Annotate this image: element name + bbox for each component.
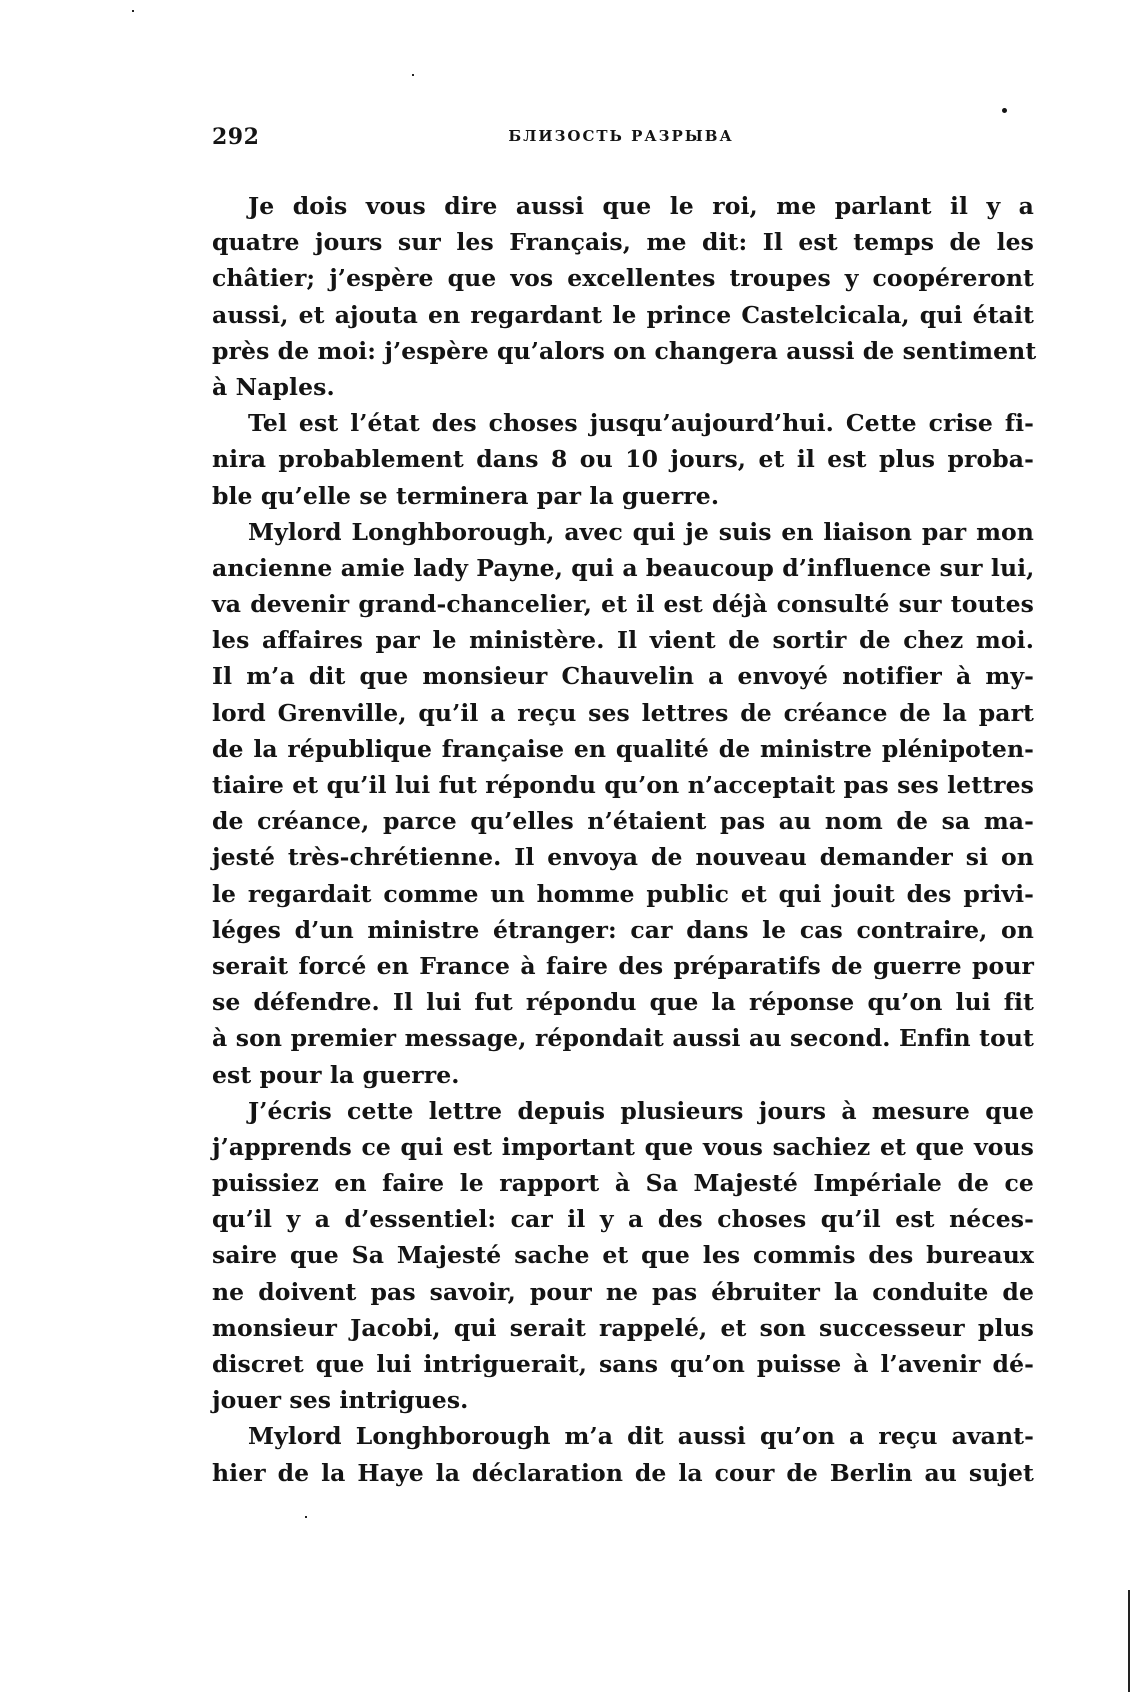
text-line: puissiez en faire le rapport à Sa Majesté Impériale de ce [212, 1169, 1034, 1198]
text-line: Mylord Longhborough, avec qui je suis en liaison par mon [248, 517, 1034, 546]
text-line: J’écris cette lettre depuis plusieurs jours à mesure que [248, 1096, 1034, 1125]
text-line: j’apprends ce qui est important que vous sachiez et que vous [212, 1132, 1034, 1161]
scan-speck [132, 10, 134, 12]
running-title: БЛИЗОСТЬ РАЗРЫВА [508, 127, 734, 145]
text-line: aussi, et ajouta en regardant le prince Castelcicala, qui était [212, 300, 1034, 329]
text-line: monsieur Jacobi, qui serait rappelé, et son successeur plus [212, 1313, 1034, 1342]
text-line: discret que lui intriguerait, sans qu’on puisse à l’avenir dé- [212, 1350, 1034, 1378]
scan-speck [305, 1516, 307, 1518]
text-line: ble qu’elle se terminera par la guerre. [212, 481, 720, 510]
text-line: quatre jours sur les Français, me dit: Il est temps de les [212, 228, 1034, 257]
scan-speck [412, 74, 414, 76]
letter-text [212, 188, 1037, 1491]
text-line: de la république française en qualité de ministre plénipoten- [212, 734, 1034, 763]
text-line: est pour la guerre. [212, 1060, 460, 1089]
text-line: Tel est l’état des choses jusqu’aujourd’hui. Cette crise fi- [248, 409, 1034, 438]
text-line: près de moi: j’espère qu’alors on changera aussi de sentiment [212, 336, 1037, 365]
text-line: va devenir grand-chancelier, et il est déjà consulté sur toutes [212, 590, 1034, 619]
text-line: jesté très-chrétienne. Il envoya de nouveau demander si on [212, 843, 1034, 872]
text-line: ancienne amie lady Payne, qui a beaucoup d’influence sur lui, [212, 553, 1035, 582]
text-line: se défendre. Il lui fut répondu que la réponse qu’on lui fit [212, 988, 1034, 1017]
ink-speck [1002, 108, 1007, 113]
text-line: léges d’un ministre étranger: car dans le cas contraire, on [212, 915, 1034, 944]
scan-edge-line [1128, 1590, 1130, 1692]
text-line: Je dois vous dire aussi que le roi, me parlant il y a [248, 192, 1034, 220]
text-line: de créance, parce qu’elles n’étaient pas au nom de sa ma- [212, 807, 1034, 836]
page-number: 292 [212, 124, 260, 150]
text-line: hier de la Haye la déclaration de la cour de Berlin au sujet [212, 1458, 1034, 1487]
text-line: les affaires par le ministère. Il vient de sortir de chez moi. [212, 626, 1034, 655]
text-line: serait forcé en France à faire des préparatifs de guerre pour [212, 951, 1034, 980]
text-line: tiaire et qu’il lui fut répondu qu’on n’acceptait pas ses lettres [212, 771, 1034, 799]
text-line: ne doivent pas savoir, pour ne pas ébruiter la conduite de [212, 1277, 1034, 1306]
text-line: Mylord Longhborough m’a dit aussi qu’on a reçu avant- [248, 1422, 1034, 1451]
text-line: à Naples. [212, 372, 335, 401]
text-line: à son premier message, répondait aussi au second. Enfin tout [212, 1024, 1034, 1053]
text-line: Il m’a dit que monsieur Chauvelin a envoyé notifier à my- [212, 662, 1034, 691]
text-line: le regardait comme un homme public et qui jouit des privi- [212, 879, 1034, 908]
text-line: saire que Sa Majesté sache et que les commis des bureaux [212, 1241, 1034, 1270]
page-header [212, 124, 1030, 154]
text-line: lord Grenville, qu’il a reçu ses lettres de créance de la part [212, 698, 1034, 727]
text-line: châtier; j’espère que vos excellentes troupes y coopéreront [212, 264, 1034, 293]
text-line: qu’il y a d’essentiel: car il y a des choses qu’il est néces- [212, 1205, 1034, 1234]
text-line: nira probablement dans 8 ou 10 jours, et il est plus proba- [212, 445, 1034, 474]
text-line: jouer ses intrigues. [212, 1386, 469, 1415]
